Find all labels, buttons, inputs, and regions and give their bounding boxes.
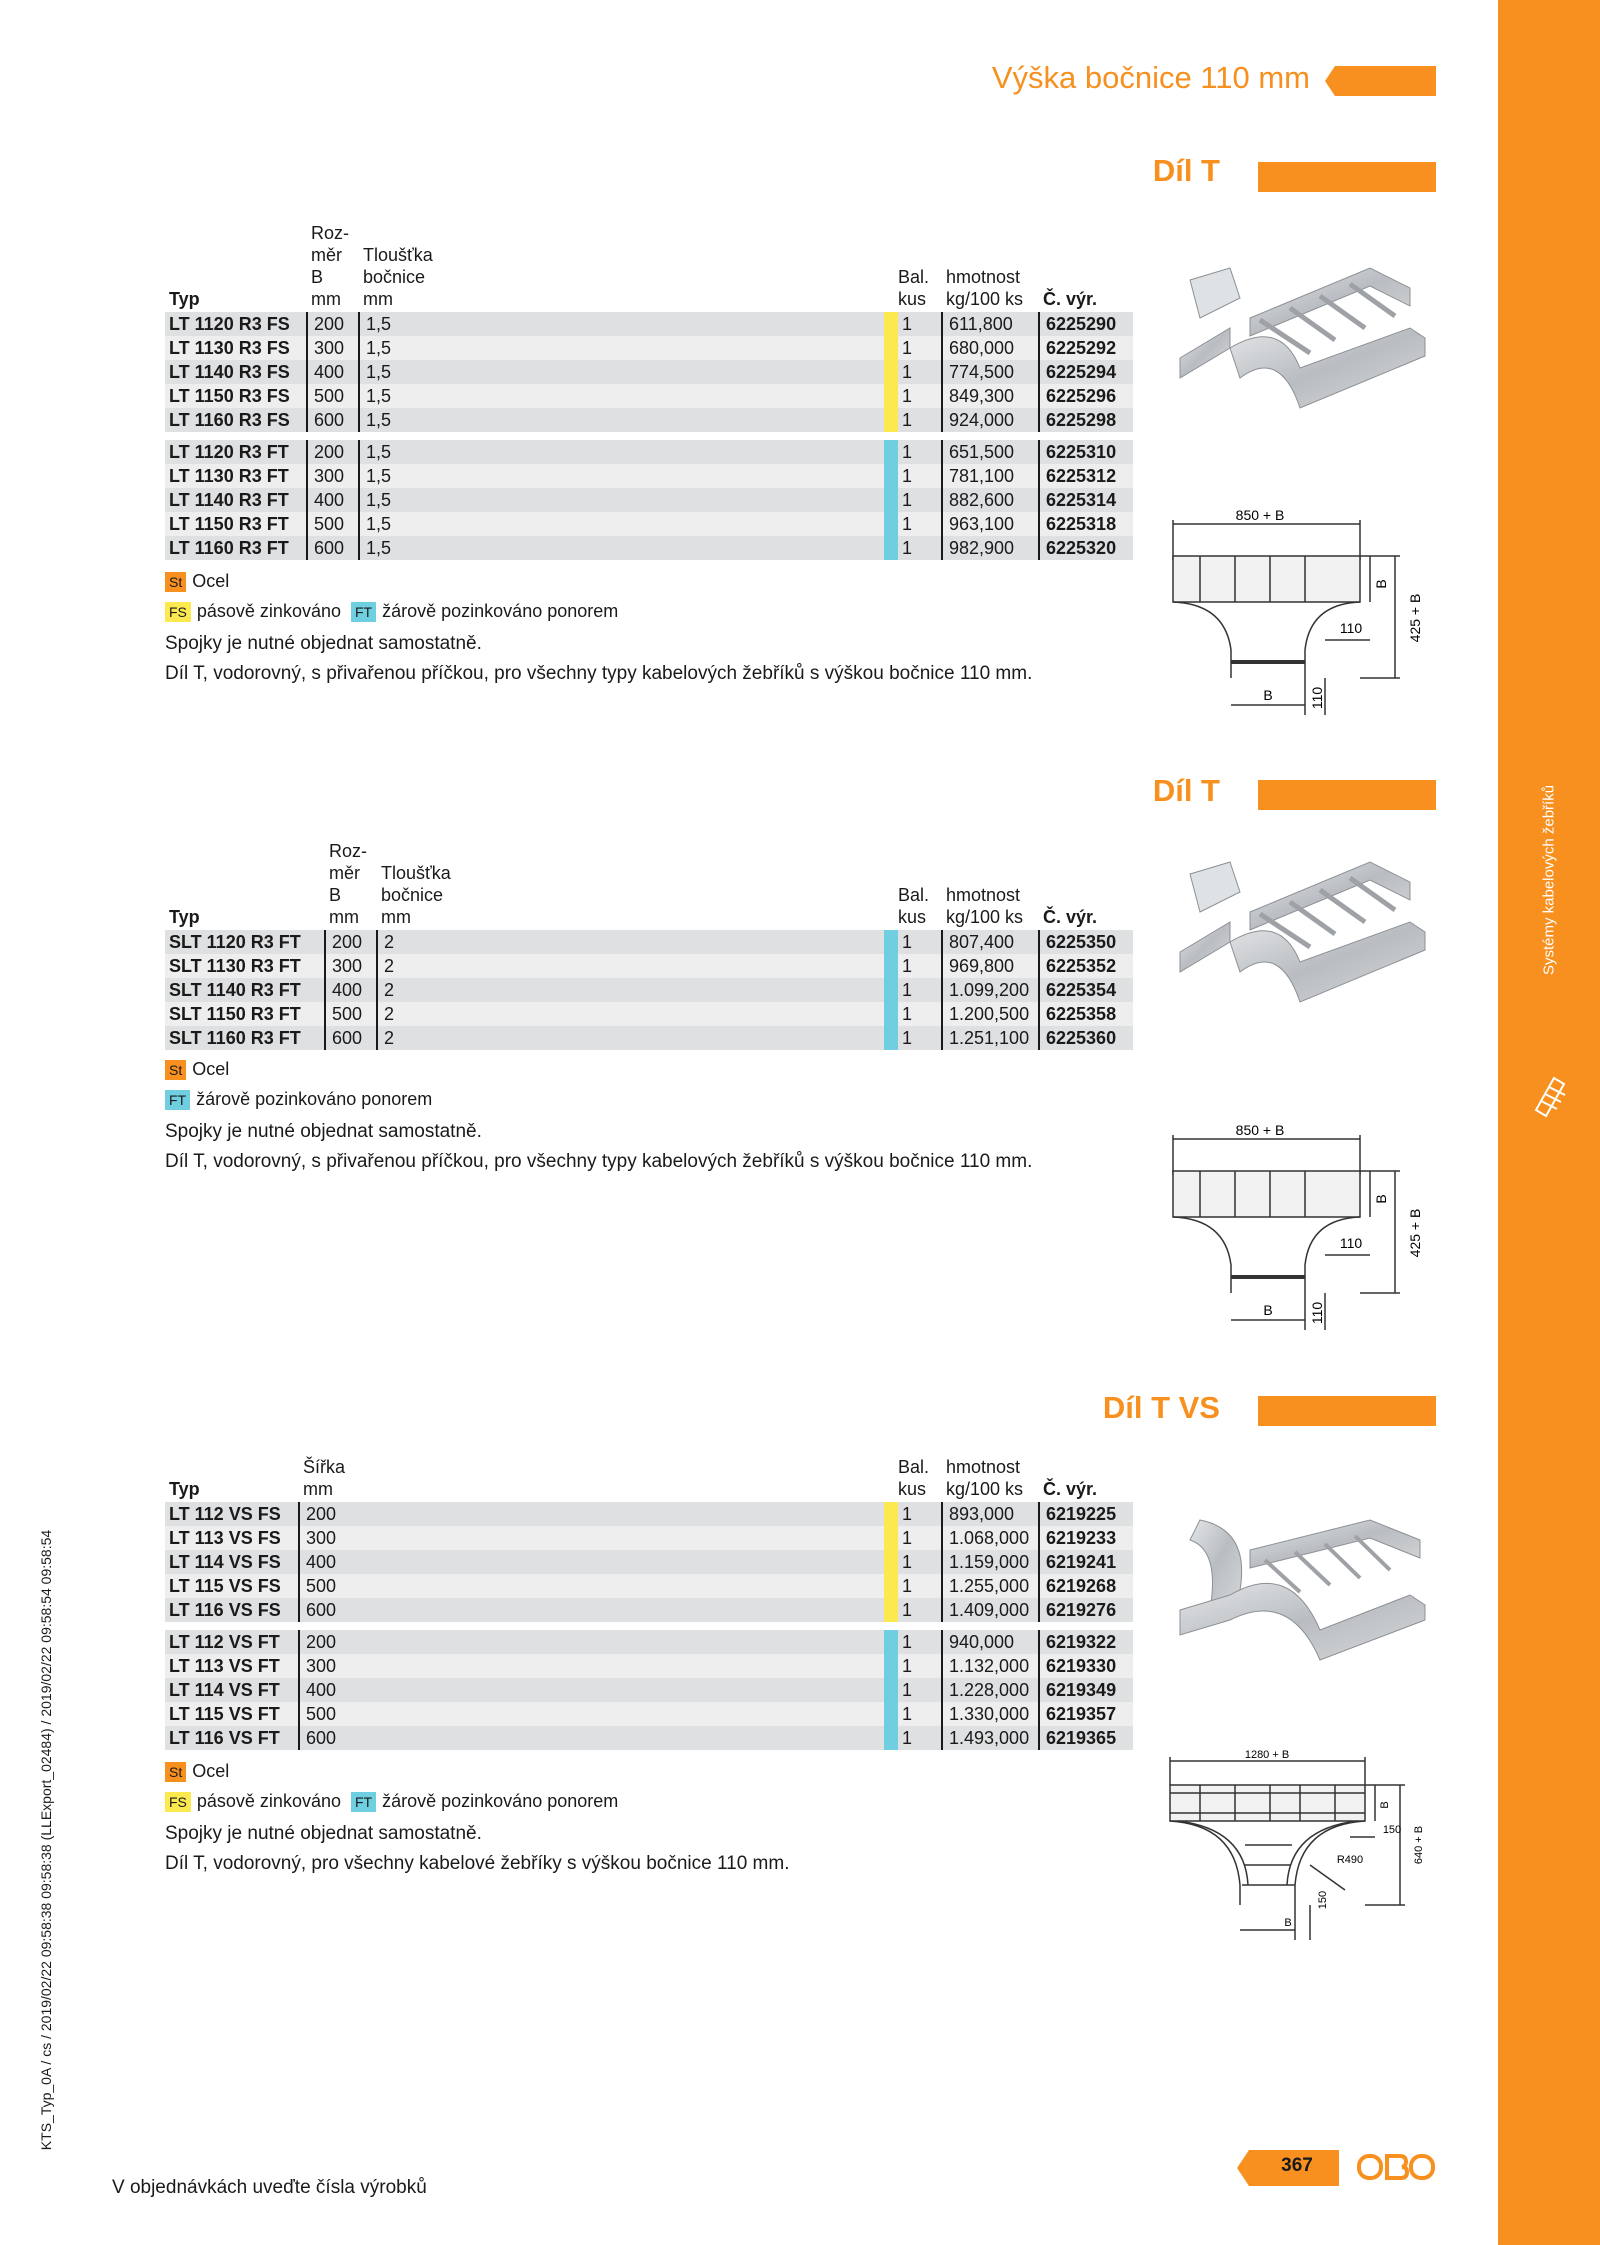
svg-text:B: B xyxy=(1284,1917,1292,1929)
badge-st: St xyxy=(165,1060,186,1080)
table-row: LT 113 VS FS 300 1 1.068,000 6219233 xyxy=(165,1526,1133,1550)
section-title-bar xyxy=(1258,780,1436,810)
table-row: LT 114 VS FT 400 1 1.228,000 6219349 xyxy=(165,1678,1133,1702)
table-row: LT 1140 R3 FS 400 1,5 1 774,500 6225294 xyxy=(165,360,1133,384)
legend-material xyxy=(165,571,229,592)
table-row: LT 1140 R3 FT 400 1,5 1 882,600 6225314 xyxy=(165,488,1133,512)
svg-text:110: 110 xyxy=(1309,686,1325,710)
badge-st: St xyxy=(165,1762,186,1782)
badge-ft: FT xyxy=(351,602,376,622)
svg-text:B: B xyxy=(1379,1801,1391,1809)
table-row: LT 112 VS FS 200 1 893,000 6219225 xyxy=(165,1502,1133,1526)
header-width: Šířka mm xyxy=(303,1457,346,1499)
product-table xyxy=(165,840,1133,1050)
note-description: Díl T, vodorovný, pro všechny kabelové žebříky s výškou bočnice 110 mm. xyxy=(165,1853,790,1874)
table-row: LT 1130 R3 FS 300 1,5 1 680,000 6225292 xyxy=(165,336,1133,360)
header-article: Č. výr. xyxy=(1043,1479,1098,1499)
header-size: Roz- měr B mm xyxy=(329,841,368,927)
page-header-title: Výška bočnice 110 mm xyxy=(991,60,1310,95)
side-color-bar xyxy=(1498,0,1600,2245)
header-thickness: Tloušťka bočnice mm xyxy=(363,245,433,309)
note-connectors: Spojky je nutné objednat samostatně. xyxy=(165,1823,482,1844)
legend-label: žárově pozinkováno ponorem xyxy=(382,1791,619,1811)
table-row: SLT 1130 R3 FT 300 2 1 969,800 6225352 xyxy=(165,954,1133,978)
header-weight: hmotnost kg/100 ks xyxy=(946,1457,1024,1499)
svg-text:B: B xyxy=(1263,687,1273,703)
note-connectors: Spojky je nutné objednat samostatně. xyxy=(165,1121,482,1142)
header-typ: Typ xyxy=(169,289,200,309)
svg-text:B: B xyxy=(1373,579,1389,589)
print-metadata: KTS_Typ_0A / cs / 2019/02/22 09:58:38 09:58:38 (LLExport_02484) / 2019/02/22 09:58:54 09:58:54 xyxy=(38,1529,54,2151)
legend-finish xyxy=(165,1791,618,1812)
svg-text:425 + B: 425 + B xyxy=(1407,1208,1423,1258)
header-size: Roz- měr B mm xyxy=(311,223,350,309)
svg-text:850 + B: 850 + B xyxy=(1235,1122,1285,1138)
table-row: SLT 1160 R3 FT 600 2 1 1.251,100 6225360 xyxy=(165,1026,1133,1050)
table-row: LT 116 VS FT 600 1 1.493,000 6219365 xyxy=(165,1726,1133,1750)
table-row: LT 1160 R3 FS 600 1,5 1 924,000 6225298 xyxy=(165,408,1133,432)
product-photo xyxy=(1170,1500,1430,1680)
table-row: LT 1120 R3 FT 200 1,5 1 651,500 6225310 xyxy=(165,440,1133,464)
note-connectors: Spojky je nutné objednat samostatně. xyxy=(165,633,482,654)
legend-label: Ocel xyxy=(192,1059,230,1079)
table-row: LT 1120 R3 FS 200 1,5 1 611,800 6225290 xyxy=(165,312,1133,336)
header-thickness: Tloušťka bočnice mm xyxy=(381,863,451,927)
svg-text:R490: R490 xyxy=(1336,1854,1364,1866)
svg-text:110: 110 xyxy=(1309,1301,1325,1325)
dimension-drawing xyxy=(1165,500,1440,720)
legend-label: Ocel xyxy=(192,571,230,591)
table-row: LT 115 VS FS 500 1 1.255,000 6219268 xyxy=(165,1574,1133,1598)
legend-finish xyxy=(165,1089,432,1110)
product-photo xyxy=(1170,852,1430,1022)
svg-text:110: 110 xyxy=(1339,1235,1363,1251)
svg-text:1280 + B: 1280 + B xyxy=(1244,1749,1290,1761)
note-description: Díl T, vodorovný, s přivařenou příčkou, pro všechny typy kabelových žebříků s výškou bočnice 110 mm. xyxy=(165,663,1033,684)
legend-label: žárově pozinkováno ponorem xyxy=(196,1089,433,1109)
header-bal: Bal. kus xyxy=(898,1457,930,1499)
obo-logo xyxy=(1357,2152,1435,2182)
side-category-text: Systémy kabelových žebříků xyxy=(1540,784,1558,976)
legend-label: pásově zinkováno xyxy=(196,1791,341,1811)
table-row: SLT 1140 R3 FT 400 2 1 1.099,200 6225354 xyxy=(165,978,1133,1002)
header-bal: Bal. kus xyxy=(898,885,930,927)
section-title-bar xyxy=(1258,1396,1436,1426)
table-row: LT 1130 R3 FT 300 1,5 1 781,100 6225312 xyxy=(165,464,1133,488)
table-row: LT 1150 R3 FS 500 1,5 1 849,300 6225296 xyxy=(165,384,1133,408)
dimension-drawing xyxy=(1165,1115,1440,1335)
table-row: LT 114 VS FS 400 1 1.159,000 6219241 xyxy=(165,1550,1133,1574)
table-row: LT 113 VS FT 300 1 1.132,000 6219330 xyxy=(165,1654,1133,1678)
header-typ: Typ xyxy=(169,1479,200,1499)
note-description: Díl T, vodorovný, s přivařenou příčkou, pro všechny typy kabelových žebříků s výškou bočnice 110 mm. xyxy=(165,1151,1033,1172)
cable-ladder-icon xyxy=(1530,1070,1570,1120)
table-row: LT 112 VS FT 200 1 940,000 6219322 xyxy=(165,1630,1133,1654)
badge-fs: FS xyxy=(165,602,191,622)
svg-text:110: 110 xyxy=(1339,620,1363,636)
badge-fs: FS xyxy=(165,1792,191,1812)
section-title: Díl T VS xyxy=(1102,1390,1220,1425)
svg-text:B: B xyxy=(1263,1302,1273,1318)
legend-label: žárově pozinkováno ponorem xyxy=(382,601,619,621)
section-title: Díl T xyxy=(1152,153,1220,188)
section-title-bar xyxy=(1258,162,1436,192)
table-row: LT 1160 R3 FT 600 1,5 1 982,900 6225320 xyxy=(165,536,1133,560)
table-row: LT 115 VS FT 500 1 1.330,000 6219357 xyxy=(165,1702,1133,1726)
header-tab-shape xyxy=(1325,66,1436,96)
header-weight: hmotnost kg/100 ks xyxy=(946,885,1024,927)
legend-label: pásově zinkováno xyxy=(196,601,341,621)
table-row: SLT 1120 R3 FT 200 2 1 807,400 6225350 xyxy=(165,930,1133,954)
header-article: Č. výr. xyxy=(1043,907,1098,927)
badge-st: St xyxy=(165,572,186,592)
product-photo xyxy=(1170,258,1430,428)
table-row: SLT 1150 R3 FT 500 2 1 1.200,500 6225358 xyxy=(165,1002,1133,1026)
legend-finish xyxy=(165,601,618,622)
page-number: 367 xyxy=(1281,2155,1313,2176)
svg-text:150: 150 xyxy=(1382,1824,1402,1836)
legend-material xyxy=(165,1059,229,1080)
footer-order-note: V objednávkách uveďte čísla výrobků xyxy=(112,2177,427,2198)
section-title: Díl T xyxy=(1152,773,1220,808)
svg-text:425 + B: 425 + B xyxy=(1407,593,1423,643)
svg-text:640 + B: 640 + B xyxy=(1413,1825,1425,1865)
badge-ft: FT xyxy=(351,1792,376,1812)
table-row: LT 1150 R3 FT 500 1,5 1 963,100 6225318 xyxy=(165,512,1133,536)
header-bal: Bal. kus xyxy=(898,267,930,309)
product-table xyxy=(165,222,1133,560)
header-article: Č. výr. xyxy=(1043,289,1098,309)
header-weight: hmotnost kg/100 ks xyxy=(946,267,1024,309)
legend-label: Ocel xyxy=(192,1761,230,1781)
product-table xyxy=(165,1456,1133,1750)
badge-ft: FT xyxy=(165,1090,190,1110)
svg-text:150: 150 xyxy=(1317,1890,1329,1910)
svg-text:B: B xyxy=(1373,1194,1389,1204)
table-row: LT 116 VS FS 600 1 1.409,000 6219276 xyxy=(165,1598,1133,1622)
svg-text:850 + B: 850 + B xyxy=(1235,507,1285,523)
dimension-drawing xyxy=(1160,1745,1440,1945)
legend-material xyxy=(165,1761,229,1782)
header-typ: Typ xyxy=(169,907,200,927)
